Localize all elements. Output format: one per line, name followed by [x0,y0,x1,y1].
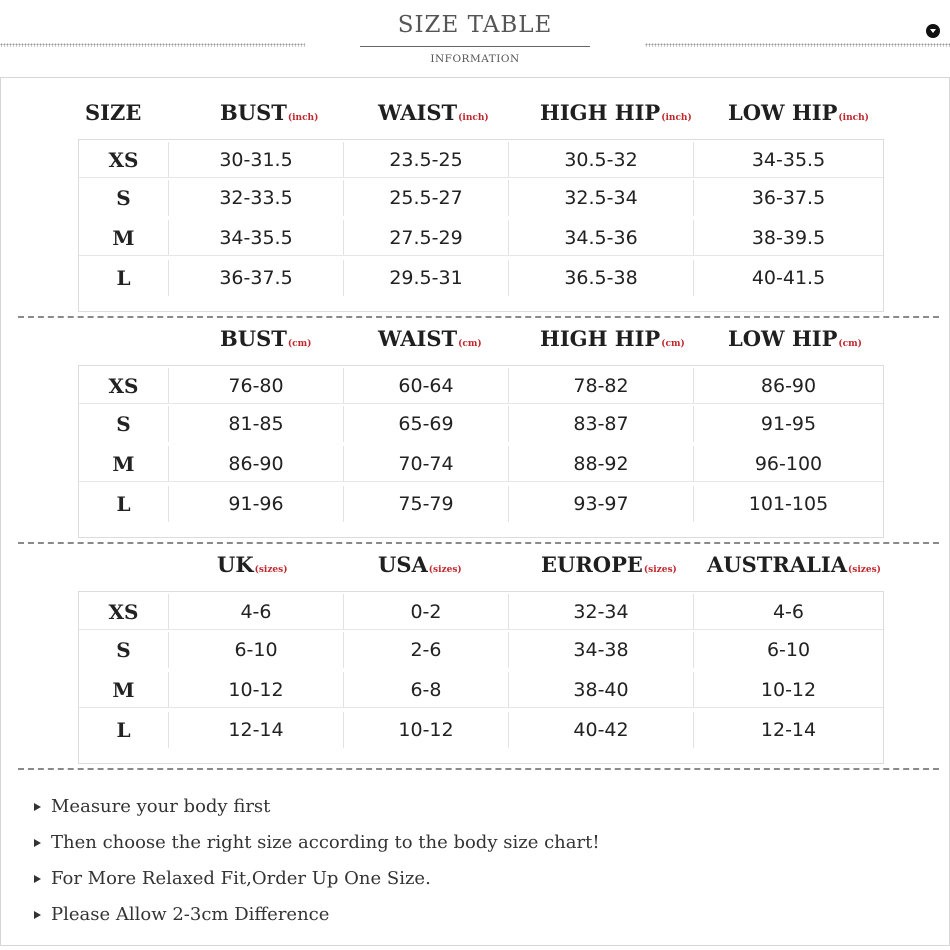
size-cell: L [79,712,169,748]
note-item: Measure your body first [34,796,270,817]
high-hip-cell: 78-82 [509,368,694,403]
australia-cell: 6-10 [766,639,811,661]
waist-cell: 70-74 [344,446,509,481]
table-row [79,446,883,482]
size-cell: M [79,220,169,255]
high-hip-cell: 32.5-34 [509,180,694,216]
region-header-europe: EUROPE (sizes) [541,552,677,577]
inch-table [78,139,884,312]
low-hip-cell: 40-41.5 [751,267,826,289]
cm-header-low-hip: LOW HIP (cm) [728,326,862,351]
europe-cell: 32-34 [509,594,694,629]
table-row [79,712,883,748]
size-cell: M [79,672,169,707]
size-cell: S [79,632,169,668]
table-row [79,632,883,668]
waist-cell: 75-79 [344,486,509,522]
size-column-header: SIZE [85,100,142,125]
low-hip-cell: 86-90 [760,374,817,397]
page-title: SIZE TABLE [397,12,553,38]
bust-cell: 76-80 [169,368,344,403]
high-hip-cell: 88-92 [509,446,694,481]
bust-cell: 32-33.5 [169,180,344,216]
note-item: Please Allow 2-3cm Difference [34,904,329,925]
section-divider [18,768,939,770]
waist-cell: 27.5-29 [344,220,509,255]
inch-header-waist: WAIST (inch) [378,100,489,125]
size-cell: S [79,406,169,442]
cm-header-waist: WAIST (cm) [378,326,482,351]
cm-header-bust: BUST (cm) [220,326,312,351]
size-cell: S [79,180,169,216]
region-header-australia: AUSTRALIA (sizes) [707,552,881,577]
size-cell: L [79,260,169,296]
waist-cell: 60-64 [344,368,509,403]
size-chart-panel [0,77,950,946]
table-row [79,672,883,708]
inch-header-high-hip: HIGH HIP (inch) [540,100,692,125]
arrow-right-icon [34,803,41,811]
arrow-right-icon [34,839,41,847]
uk-cell: 12-14 [169,712,344,748]
uk-cell: 6-10 [169,632,344,668]
bust-cell: 30-31.5 [169,142,344,177]
size-cell: XS [79,368,169,403]
usa-cell: 6-8 [344,672,509,707]
usa-cell: 0-2 [344,594,509,629]
cm-table [78,365,884,538]
low-hip-cell: 38-39.5 [751,226,826,249]
region-table [78,591,884,764]
table-row [79,368,883,404]
cm-header-high-hip: HIGH HIP (cm) [540,326,685,351]
low-hip-cell: 101-105 [748,493,829,515]
size-cell: M [79,446,169,481]
high-hip-cell: 34.5-36 [509,220,694,255]
high-hip-cell: 36.5-38 [509,260,694,296]
inch-header-bust: BUST (inch) [220,100,319,125]
low-hip-cell: 91-95 [760,413,817,435]
bust-cell: 91-96 [169,486,344,522]
uk-cell: 10-12 [169,672,344,707]
size-cell: L [79,486,169,522]
table-row [79,142,883,178]
australia-cell: 12-14 [760,719,817,741]
table-row [79,486,883,522]
europe-cell: 40-42 [509,712,694,748]
usa-cell: 2-6 [344,632,509,668]
high-hip-cell: 30.5-32 [509,142,694,177]
table-row [79,594,883,630]
section-divider [18,542,939,544]
europe-cell: 34-38 [509,632,694,668]
note-item: Then choose the right size according to the body size chart! [34,832,600,853]
bust-cell: 86-90 [169,446,344,481]
size-cell: XS [79,142,169,177]
header-wave-left [0,43,305,47]
table-row [79,260,883,296]
inch-header-low-hip: LOW HIP (inch) [728,100,869,125]
usa-cell: 10-12 [344,712,509,748]
uk-cell: 4-6 [169,594,344,629]
australia-cell: 4-6 [772,600,805,623]
table-row [79,220,883,256]
low-hip-cell: 34-35.5 [751,148,826,171]
region-header-uk: UK (sizes) [217,552,288,577]
bust-cell: 34-35.5 [169,220,344,255]
low-hip-cell: 96-100 [754,452,823,475]
bust-cell: 36-37.5 [169,260,344,296]
page-subtitle: INFORMATION [430,53,520,65]
high-hip-cell: 83-87 [509,406,694,442]
size-cell: XS [79,594,169,629]
low-hip-cell: 36-37.5 [751,187,826,209]
header-underline [360,46,590,47]
chevron-down-icon[interactable] [926,24,940,38]
waist-cell: 25.5-27 [344,180,509,216]
arrow-right-icon [34,911,41,919]
australia-cell: 10-12 [760,678,817,701]
table-row [79,180,883,216]
bust-cell: 81-85 [169,406,344,442]
region-header-usa: USA (sizes) [378,552,462,577]
table-row [79,406,883,442]
section-divider [18,316,939,318]
waist-cell: 65-69 [344,406,509,442]
europe-cell: 38-40 [509,672,694,707]
waist-cell: 29.5-31 [344,260,509,296]
arrow-right-icon [34,875,41,883]
waist-cell: 23.5-25 [344,142,509,177]
header-wave-right [645,43,950,47]
high-hip-cell: 93-97 [509,486,694,522]
note-item: For More Relaxed Fit,Order Up One Size. [34,868,431,889]
